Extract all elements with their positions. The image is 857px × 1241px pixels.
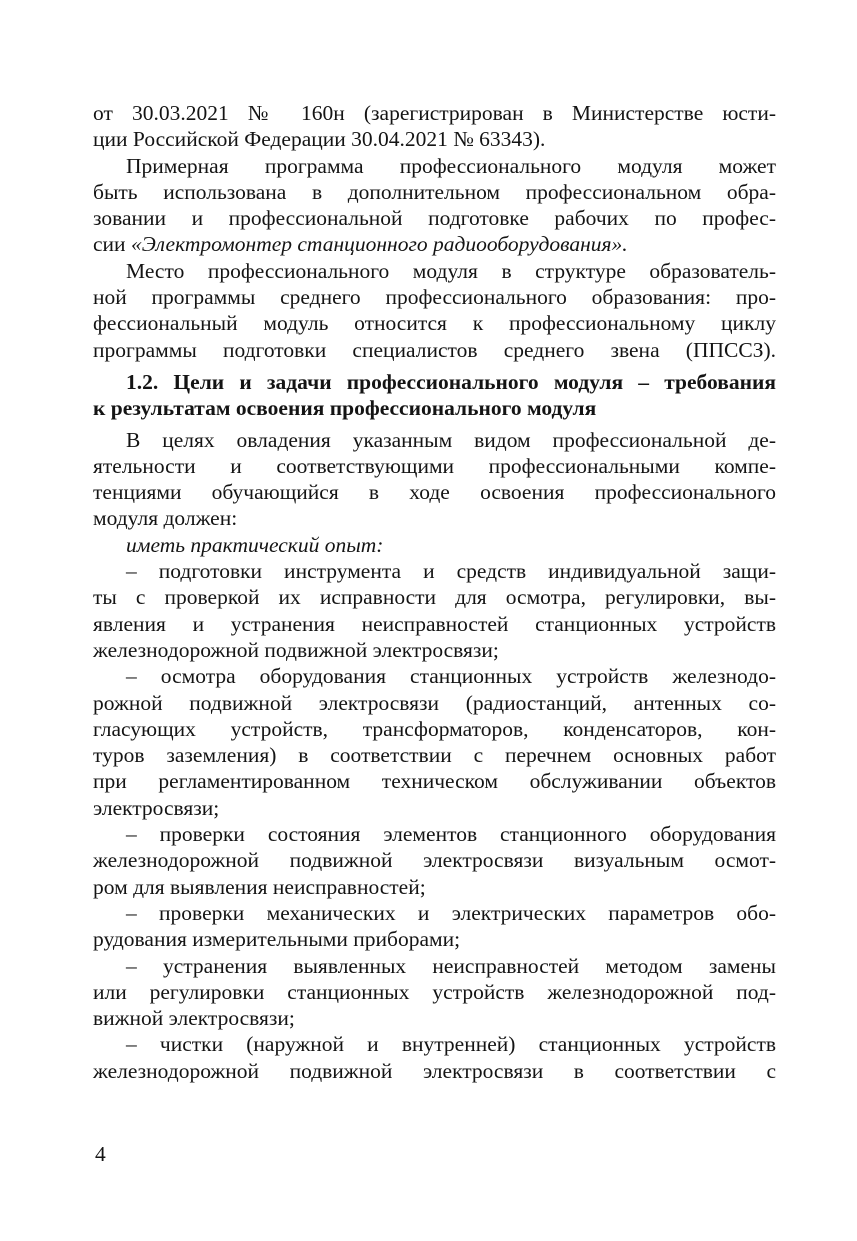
- text-segment: быть использована в дополнительном профессиональном обра-: [93, 179, 776, 204]
- text-line: [93, 742, 776, 768]
- text-line: [93, 690, 776, 716]
- text-line: [93, 795, 776, 821]
- text-line: [93, 768, 776, 794]
- page-number: 4: [95, 1142, 106, 1166]
- text-line: [93, 337, 776, 363]
- text-line: [93, 453, 776, 479]
- text-segment: железнодорожной подвижной электросвязи;: [93, 637, 499, 662]
- list-item-cleaning: [93, 1031, 776, 1084]
- text-segment: от 30.03.2021 № 160н (зарегистрирован в Министерстве юсти-: [93, 101, 776, 125]
- text-segment: фессиональный модуль относится к профессиональному циклу: [93, 311, 776, 336]
- text-segment: вижной электросвязи;: [93, 1006, 295, 1031]
- text-line: [93, 1058, 776, 1084]
- text-segment: ты с проверкой их исправности для осмотра, регулировки, вы-: [93, 585, 776, 610]
- text-line: [93, 874, 776, 900]
- text-line: [93, 821, 776, 847]
- list-item-parameters-check: [93, 900, 776, 953]
- paragraph-module-place: [93, 258, 776, 363]
- paragraph-goals-intro: [93, 427, 776, 532]
- text-segment: ятельности и соответствующими профессиональными компе-: [93, 453, 776, 478]
- list-item-elements-check: [93, 821, 776, 900]
- text-segment: – подготовки инструмента и средств индивидуальной защи-: [126, 559, 776, 584]
- text-segment: туров заземления) в соответствии с перечнем основных работ: [93, 743, 776, 768]
- text-segment: – устранения выявленных неисправностей методом замены: [126, 953, 776, 978]
- list-item-fault-elimination: [93, 953, 776, 1032]
- text-segment: тенциями обучающийся в ходе освоения профессионального: [93, 480, 776, 505]
- text-line: [93, 716, 776, 742]
- text-segment: иметь практический опыт:: [126, 532, 384, 557]
- list-item-equipment-inspection: [93, 663, 776, 821]
- text-segment: – осмотра оборудования станционных устройств железнодо-: [126, 664, 776, 689]
- text-segment: – проверки состояния элементов станционного оборудования: [126, 822, 776, 847]
- paragraph-registration: [93, 100, 776, 153]
- text-segment: В целях овладения указанным видом профессиональной де-: [126, 427, 776, 452]
- text-line: [93, 979, 776, 1005]
- text-segment: программы подготовки специалистов среднего звена (ППССЗ).: [93, 337, 776, 362]
- text-line: [93, 1031, 776, 1057]
- text-segment: гласующих устройств, трансформаторов, конденсаторов, кон-: [93, 716, 776, 741]
- text-line: [93, 953, 776, 979]
- text-segment: – проверки механических и электрических параметров обо-: [126, 900, 776, 925]
- text-segment: рудования измерительными приборами;: [93, 927, 461, 952]
- text-line: [93, 284, 776, 310]
- text-segment: ной программы среднего профессионального образования: про-: [93, 285, 776, 310]
- text-segment: Примерная программа профессионального модуля может: [126, 153, 776, 178]
- heading-1-2: [93, 369, 776, 422]
- paragraph-program-use: [93, 153, 776, 258]
- text-line: [93, 584, 776, 610]
- text-line: [93, 310, 776, 336]
- text-line: [93, 395, 776, 421]
- text-segment: железнодорожной подвижной электросвязи в соответствии с: [93, 1058, 776, 1083]
- text-segment: или регулировки станционных устройств железнодорожной под-: [93, 979, 776, 1004]
- text-segment: модуля должен:: [93, 506, 238, 531]
- text-line: [93, 926, 776, 952]
- text-line: [93, 231, 776, 257]
- text-line: [93, 532, 776, 558]
- paragraph-practical-experience-label: [93, 532, 776, 558]
- text-segment: электросвязи;: [93, 795, 220, 820]
- text-line: [93, 637, 776, 663]
- text-line: [93, 153, 776, 179]
- text-line: [93, 100, 776, 126]
- text-line: [93, 1005, 776, 1031]
- text-segment: при регламентированном техническом обслуживании объектов: [93, 769, 776, 794]
- text-segment: к результатам освоения профессионального модуля: [93, 396, 597, 421]
- text-segment: ции Российской Федерации 30.04.2021 № 63343).: [93, 127, 546, 152]
- text-line: [93, 369, 776, 395]
- text-line: [93, 900, 776, 926]
- text-line: [93, 558, 776, 584]
- text-segment: «Электромонтер станционного радиооборудования».: [130, 232, 628, 257]
- text-segment: сии: [93, 232, 131, 257]
- list-item-tools-preparation: [93, 558, 776, 663]
- text-line: [93, 258, 776, 284]
- text-segment: железнодорожной подвижной электросвязи визуальным осмот-: [93, 848, 776, 873]
- text-segment: Место профессионального модуля в структуре образователь-: [126, 258, 776, 283]
- text-line: [93, 427, 776, 453]
- text-segment: рожной подвижной электросвязи (радиостанций, антенных со-: [93, 690, 776, 715]
- text-segment: явления и устранения неисправностей станционных устройств: [93, 611, 776, 636]
- text-line: [93, 126, 776, 152]
- text-line: [93, 663, 776, 689]
- text-line: [93, 611, 776, 637]
- text-line: [93, 847, 776, 873]
- text-segment: зовании и профессиональной подготовке рабочих по профес-: [93, 206, 776, 231]
- text-segment: ром для выявления неисправностей;: [93, 874, 426, 899]
- text-line: [93, 205, 776, 231]
- document-content: [93, 100, 776, 1084]
- text-line: [93, 479, 776, 505]
- text-line: [93, 505, 776, 531]
- text-segment: 1.2. Цели и задачи профессионального модуля – требования: [126, 369, 776, 394]
- text-line: [93, 179, 776, 205]
- text-segment: – чистки (наружной и внутренней) станционных устройств: [126, 1032, 776, 1057]
